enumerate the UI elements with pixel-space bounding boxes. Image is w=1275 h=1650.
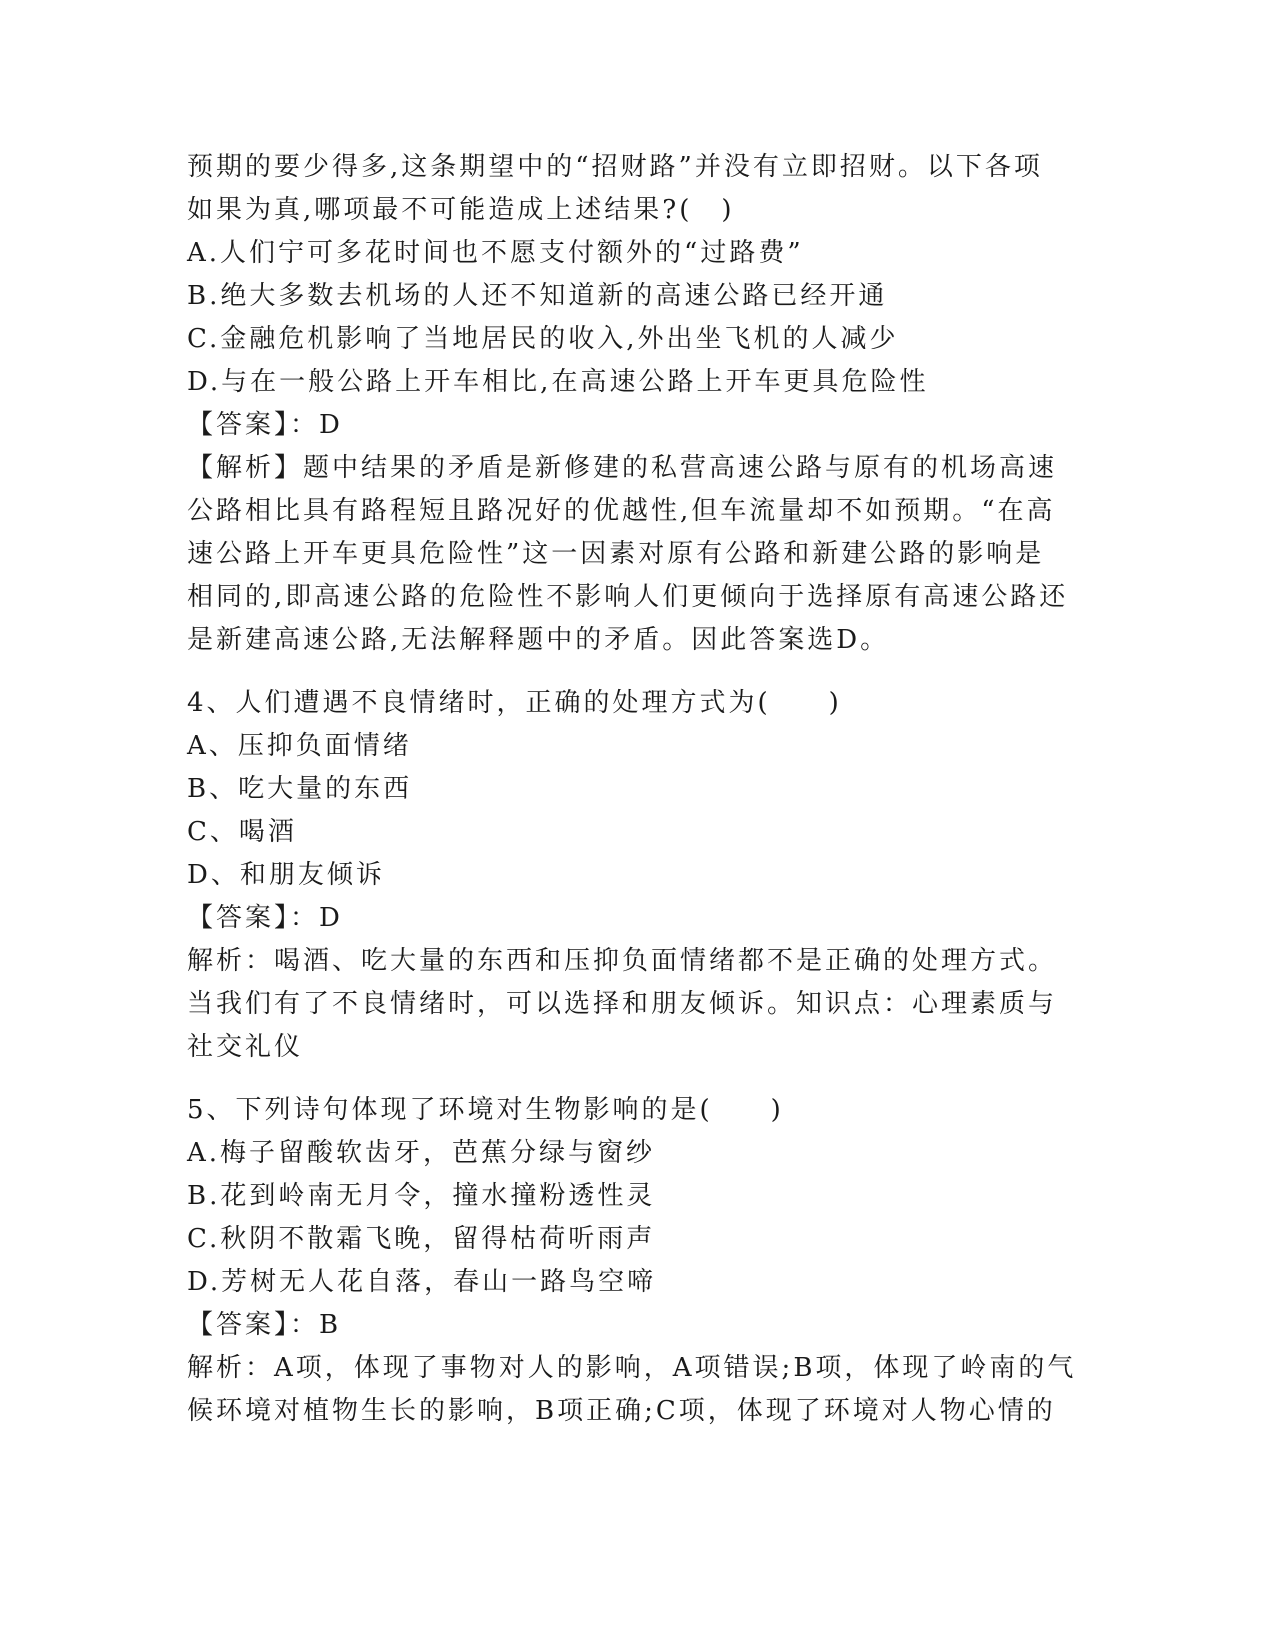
option-b: B.绝大多数去机场的人还不知道新的高速公路已经开通 [187,281,888,311]
explanation-line: 解析：A项，体现了事物对人的影响，A项错误;B项，体现了岭南的气 [187,1353,1077,1383]
option-d: D、和朋友倾诉 [187,860,385,890]
explanation-line: 当我们有了不良情绪时，可以选择和朋友倾诉。知识点：心理素质与 [187,989,1058,1019]
explanation-line: 公路相比具有路程短且路况好的优越性,但车流量却不如预期。“在高 [187,496,1056,526]
question-text-line: 如果为真,哪项最不可能造成上述结果?( ) [187,195,735,225]
explanation-line: 相同的,即高速公路的危险性不影响人们更倾向于选择原有高速公路还 [187,582,1069,612]
explanation-line: 解析：喝酒、吃大量的东西和压抑负面情绪都不是正确的处理方式。 [187,946,1058,976]
spacer [187,662,1087,682]
answer-line: 【答案】：D [187,903,343,933]
explanation-line: 候环境对植物生长的影响，B项正确;C项，体现了环境对人物心情的 [187,1396,1056,1426]
answer-line: 【答案】：D [187,410,343,440]
question-text-line: 预期的要少得多,这条期望中的“招财路”并没有立即招财。以下各项 [187,152,1043,182]
explanation-line: 【解析】题中结果的矛盾是新修建的私营高速公路与原有的机场高速 [187,453,1058,483]
document-content [187,146,1087,1433]
question-3-continuation [187,146,1087,662]
explanation-line: 社交礼仪 [187,1032,304,1062]
spacer [187,1069,1087,1089]
option-c: C.秋阴不散霜飞晚，留得枯荷听雨声 [187,1224,656,1254]
option-c: C、喝酒 [187,817,297,847]
question-5 [187,1089,1087,1433]
option-a: A.人们宁可多花时间也不愿支付额外的“过路费” [187,238,804,268]
option-b: B、吃大量的东西 [187,774,413,804]
option-b: B.花到岭南无月令，撞水撞粉透性灵 [187,1181,656,1211]
option-c: C.金融危机影响了当地居民的收入,外出坐飞机的人减少 [187,324,899,354]
question-title: 5、下列诗句体现了环境对生物影响的是( ) [187,1095,784,1125]
question-4 [187,682,1087,1069]
answer-line: 【答案】：B [187,1310,342,1340]
option-a: A.梅子留酸软齿牙，芭蕉分绿与窗纱 [187,1138,656,1168]
explanation-line: 是新建高速公路,无法解释题中的矛盾。因此答案选D。 [187,625,890,655]
option-d: D.与在一般公路上开车相比,在高速公路上开车更具危险性 [187,367,929,397]
question-title: 4、人们遭遇不良情绪时，正确的处理方式为( ) [187,688,842,718]
explanation-line: 速公路上开车更具危险性”这一因素对原有公路和新建公路的影响是 [187,539,1045,569]
option-a: A、压抑负面情绪 [187,731,412,761]
option-d: D.芳树无人花自落，春山一路鸟空啼 [187,1267,657,1297]
